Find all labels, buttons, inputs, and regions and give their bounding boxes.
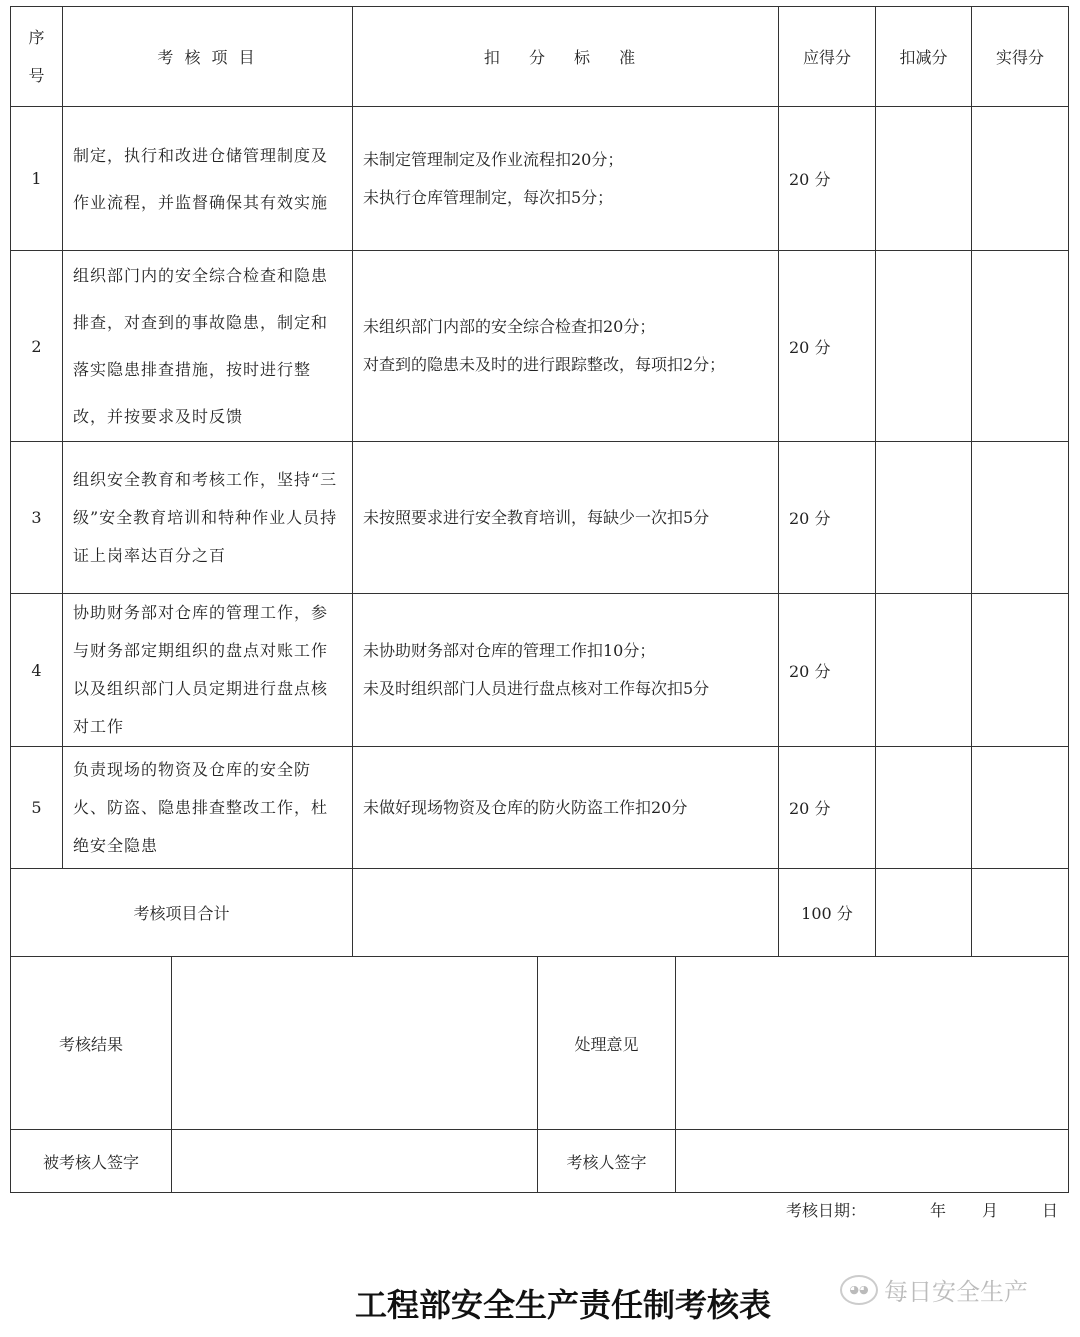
- row-item: 组织部门内的安全综合检查和隐患排查，对查到的事故隐患，制定和落实隐患排查措施，按时进行整改，并按要求及时反馈: [63, 251, 353, 442]
- row-due: 20 分: [779, 107, 876, 251]
- header-deduct: 扣减分: [876, 7, 972, 107]
- opinion-field[interactable]: [676, 957, 1069, 1130]
- sign-table: [10, 956, 1069, 1193]
- header-standard: 扣 分 标 准: [353, 7, 779, 107]
- row-seq: 2: [11, 251, 63, 442]
- total-label: 考核项目合计: [11, 869, 353, 957]
- total-actual-cell[interactable]: [972, 869, 1069, 957]
- row-seq: 3: [11, 442, 63, 594]
- standard-line: 未协助财务部对仓库的管理工作扣10分；: [363, 641, 656, 660]
- table-row: [11, 107, 1069, 251]
- table-row: [11, 442, 1069, 594]
- assessment-table: [10, 6, 1069, 957]
- result-label: 考核结果: [11, 957, 172, 1130]
- date-label: 考核日期：: [786, 1201, 867, 1220]
- row-item: 组织安全教育和考核工作，坚持“三级”安全教育培训和特种作业人员持证上岗率达百分之百: [63, 442, 353, 594]
- row-item: 制定，执行和改进仓储管理制度及作业流程，并监督确保其有效实施: [63, 107, 353, 251]
- row-deduct-cell[interactable]: [876, 442, 972, 594]
- row-due: 20 分: [779, 594, 876, 747]
- date-month: 月: [982, 1201, 999, 1220]
- row-due: 20 分: [779, 747, 876, 869]
- table-row: [11, 747, 1069, 869]
- row-item: 负责现场的物资及仓库的安全防火、防盗、隐患排查整改工作，杜绝安全隐患: [63, 747, 353, 869]
- assessor-signature-field[interactable]: [676, 1130, 1069, 1193]
- row-due: 20 分: [779, 251, 876, 442]
- date-year: 年: [930, 1201, 947, 1220]
- row-deduct-cell[interactable]: [876, 107, 972, 251]
- total-due: 100 分: [779, 869, 876, 957]
- document-title: 工程部安全生产责任制考核表: [354, 1286, 771, 1324]
- row-standard: [353, 594, 779, 747]
- opinion-label: 处理意见: [538, 957, 676, 1130]
- row-standard: [353, 251, 779, 442]
- row-standard: [353, 747, 779, 869]
- row-seq: 5: [11, 747, 63, 869]
- row-actual-cell[interactable]: [972, 107, 1069, 251]
- row-due: 20 分: [779, 442, 876, 594]
- assessee-signature-label: 被考核人签字: [11, 1130, 172, 1193]
- row-standard: [353, 442, 779, 594]
- assessee-signature-field[interactable]: [172, 1130, 538, 1193]
- assessor-signature-label: 考核人签字: [538, 1130, 676, 1193]
- row-actual-cell[interactable]: [972, 251, 1069, 442]
- row-actual-cell[interactable]: [972, 747, 1069, 869]
- row-standard: [353, 107, 779, 251]
- header-item: 考 核 项 目: [63, 7, 353, 107]
- date-day: 日: [1042, 1201, 1059, 1220]
- standard-line: 未按照要求进行安全教育培训，每缺少一次扣5分: [363, 507, 710, 527]
- row-seq: 4: [11, 594, 63, 747]
- result-field[interactable]: [172, 957, 538, 1130]
- table-row: [11, 594, 1069, 747]
- header-actual: 实得分: [972, 7, 1069, 107]
- table-row: [11, 251, 1069, 442]
- standard-line: 未执行仓库管理制定，每次扣5分；: [363, 187, 614, 207]
- watermark: [840, 1272, 1028, 1307]
- standard-line: 未做好现场物资及仓库的防火防盗工作扣20分: [363, 797, 688, 817]
- row-deduct-cell[interactable]: [876, 747, 972, 869]
- standard-line: 对查到的隐患未及时的进行跟踪整改，每项扣2分；: [363, 355, 726, 374]
- header-seq: 序 号: [11, 7, 63, 107]
- row-deduct-cell[interactable]: [876, 251, 972, 442]
- watermark-text: 每日安全生产: [884, 1278, 1028, 1306]
- total-standard-cell: [353, 869, 779, 957]
- wechat-icon: ◕◕: [840, 1275, 878, 1305]
- standard-line: 未制定管理制定及作业流程扣20分；: [363, 149, 624, 169]
- standard-line: 未及时组织部门人员进行盘点核对工作每次扣5分: [363, 679, 710, 698]
- row-deduct-cell[interactable]: [876, 594, 972, 747]
- header-due: 应得分: [779, 7, 876, 107]
- total-deduct-cell[interactable]: [876, 869, 972, 957]
- header-row: [11, 7, 1069, 107]
- row-actual-cell[interactable]: [972, 594, 1069, 747]
- row-item: 协助财务部对仓库的管理工作，参与财务部定期组织的盘点对账工作以及组织部门人员定期进行盘点核对工作: [63, 594, 353, 747]
- total-row: [11, 869, 1069, 957]
- standard-line: 未组织部门内部的安全综合检查扣20分；: [363, 317, 656, 336]
- row-actual-cell[interactable]: [972, 442, 1069, 594]
- row-seq: 1: [11, 107, 63, 251]
